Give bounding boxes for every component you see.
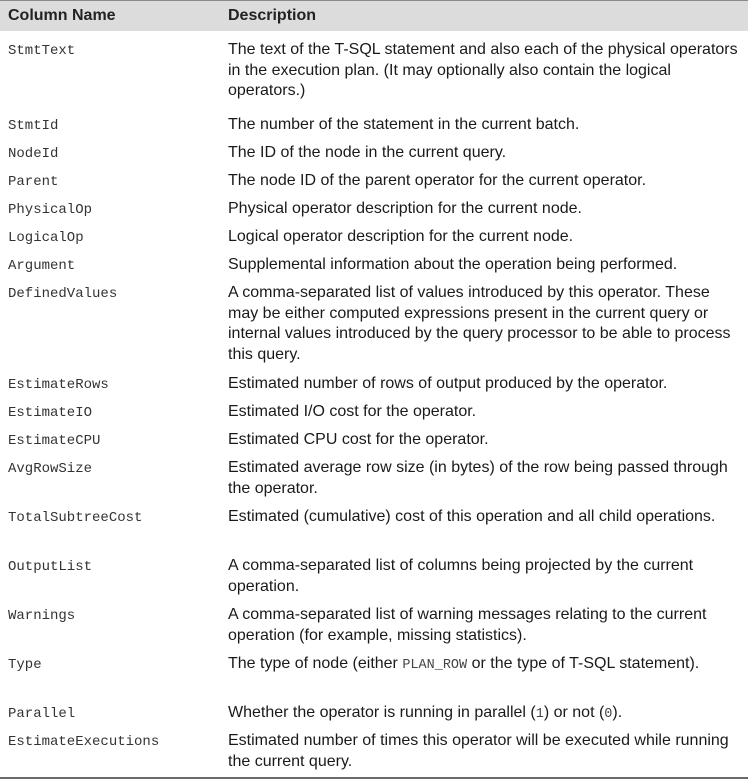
column-description: The text of the T-SQL statement and also each of the physical operators in the execution plan. (It may optionally also contain the logical operators.) <box>228 41 738 99</box>
column-description: The number of the statement in the current batch. <box>228 116 580 133</box>
column-name: AvgRowSize <box>8 461 93 477</box>
column-description: Estimated average row size (in bytes) of the row being passed through the operator. <box>228 459 728 497</box>
column-description: A comma-separated list of warning messages relating to the current operation (for example, missing statistics). <box>228 606 707 644</box>
column-name: Parallel <box>8 706 76 722</box>
column-description <box>220 703 748 723</box>
column-description: Logical operator description for the current node. <box>228 228 574 245</box>
column-description: The ID of the node in the current query. <box>228 144 507 161</box>
table-row <box>0 402 748 422</box>
description-text: The type of node (either <box>228 655 403 672</box>
description-text: ). <box>612 704 623 721</box>
column-description: Supplemental information about the operation being performed. <box>228 256 678 273</box>
column-name: EstimateIO <box>8 405 93 421</box>
column-name: Argument <box>8 258 76 274</box>
inline-code: PLAN_ROW <box>402 658 468 673</box>
table-row <box>0 556 748 597</box>
column-name: DefinedValues <box>8 286 118 302</box>
description-text: or the type of T-SQL statement). <box>467 655 700 672</box>
table-row <box>0 731 748 772</box>
description-text: ) or not ( <box>543 704 605 721</box>
column-description: The node ID of the parent operator for the current operator. <box>228 172 647 189</box>
column-name: EstimateRows <box>8 377 109 393</box>
column-name: EstimateCPU <box>8 433 101 449</box>
column-description: Estimated (cumulative) cost of this operation and all child operations. <box>228 508 716 525</box>
column-name: StmtId <box>8 118 59 134</box>
header-column-name: Column Name <box>8 7 116 24</box>
table-row <box>0 40 748 106</box>
table-header <box>0 1 748 31</box>
column-name: StmtText <box>8 43 76 59</box>
column-name: PhysicalOp <box>8 202 93 218</box>
column-description: A comma-separated list of columns being projected by the current operation. <box>228 557 694 595</box>
table-row <box>0 703 748 723</box>
description-text: Whether the operator is running in parallel ( <box>228 704 536 721</box>
column-name: TotalSubtreeCost <box>8 510 143 526</box>
table-row <box>0 227 748 247</box>
column-name: OutputList <box>8 559 93 575</box>
column-description: Estimated I/O cost for the operator. <box>228 403 477 420</box>
column-name: EstimateExecutions <box>8 734 160 750</box>
column-name: NodeId <box>8 146 59 162</box>
column-description: Physical operator description for the current node. <box>228 200 582 217</box>
column-description <box>220 654 748 695</box>
table-row <box>0 171 748 191</box>
column-description: A comma-separated list of values introduced by this operator. These may be either computed expressions present in the current query or internal values introduced by the query processor to be able to process this query. <box>228 284 731 363</box>
column-name: Parent <box>8 174 59 190</box>
table-row <box>0 430 748 450</box>
table-row <box>0 115 748 135</box>
table-row <box>0 654 748 695</box>
column-description: Estimated CPU cost for the operator. <box>228 431 489 448</box>
column-description: Estimated number of rows of output produced by the operator. <box>228 375 668 392</box>
column-name: LogicalOp <box>8 230 84 246</box>
header-description: Description <box>228 7 317 24</box>
table-row <box>0 507 748 548</box>
column-name: Type <box>8 657 42 673</box>
inline-code: 1 <box>535 707 544 722</box>
table-row <box>0 605 748 646</box>
table-row <box>0 199 748 219</box>
table-row <box>0 255 748 275</box>
table-row <box>0 374 748 394</box>
table-row <box>0 458 748 499</box>
table-row <box>0 283 748 365</box>
inline-code: 0 <box>604 707 613 722</box>
column-description: Estimated number of times this operator will be executed while running the current query. <box>228 732 729 770</box>
column-name: Warnings <box>8 608 76 624</box>
table-row <box>0 143 748 163</box>
